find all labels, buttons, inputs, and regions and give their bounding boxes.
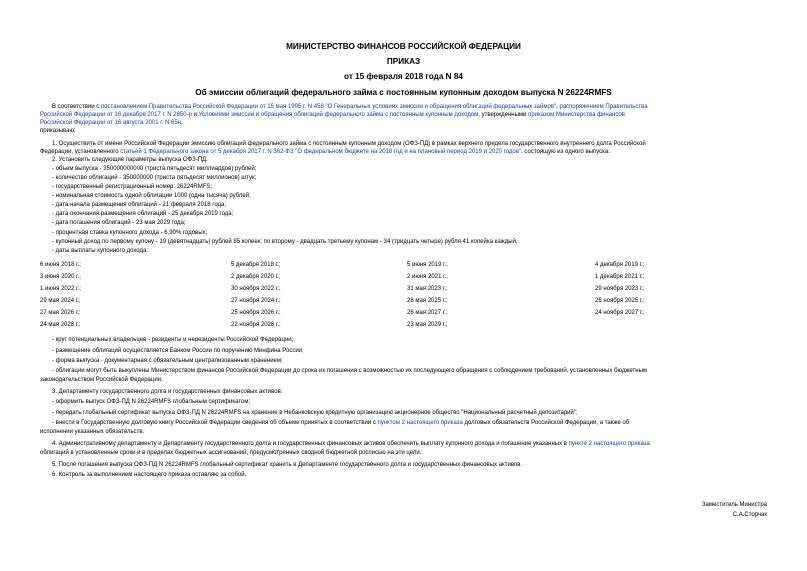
preamble-line-3 [40, 120, 183, 127]
item4-text: 4. Административному департаменту и Департаменту государственного долга и государственных финансовых активов обеспечить выплату купонного дохода и погашение указанных в [52, 441, 569, 447]
coupon-date: 5 декабря 2018 г.; [231, 262, 281, 268]
coupon-date: 27 ноября 2024 г.; [231, 298, 281, 304]
coupon-date: 6 июня 2018 г.; [40, 262, 81, 268]
link-federal-law-362[interactable]: статьей 1 Федерального закона от 5 декабря 2017 г. N 362-ФЗ "О федеральном бюджете на 2018 год и на плановый период 2019 и 2020 годов" [120, 149, 522, 155]
ministry-heading: МИНИСТЕРСТВО ФИНАНСОВ РОССИЙСКОЙ ФЕДЕРАЦИИ [286, 42, 521, 51]
coupon-date: 29 ноября 2023 г.; [595, 286, 645, 292]
more-item: законодательством Российской Федерации. [40, 377, 163, 383]
param-item: - номинальная стоимость одной облигации 1000 (одна тысяча) рублей; [52, 193, 251, 199]
more-item: - облигации могут быть выкуплены Министерством финансов Российской Федерации до срока их погашения с возможностью их последующего обращения с соблюдением требований, установленных бюджетным [52, 368, 648, 374]
item4-line-1 [52, 441, 650, 448]
item1-line-1: 1. Осуществить от имени Российской Федерации эмиссию облигаций федерального займа с постоянным купонным доходом (ОФЗ-ПД) в рамках верхнего предела государственного внутреннего долга Российской [52, 141, 646, 147]
item1-text: Федерации, установленного [40, 149, 121, 155]
coupon-date: 24 ноября 2027 г.; [595, 310, 645, 316]
coupon-date: 23 мая 2029 г.; [407, 322, 448, 328]
coupon-date: 3 июня 2020 г.; [40, 274, 81, 280]
coupon-date: 2 июня 2021 г.; [407, 274, 448, 280]
item3-text: долговых обязательств Российской Федерации, а также об [462, 420, 630, 426]
doc-type-heading: ПРИКАЗ [386, 57, 421, 66]
coupon-date: 28 мая 2025 г.; [407, 298, 448, 304]
link-item2[interactable]: пунктом 2 настоящего приказа [377, 420, 463, 426]
param-item: - процентная ставка купонного дохода - 6,90% годовых; [52, 230, 208, 236]
link-order-65n-part1[interactable]: приказом Министерства финансов [528, 112, 625, 118]
param-item: - дата начала размещения облигаций - 21 февраля 2018 года; [52, 202, 227, 208]
link-order-65n-part2[interactable]: Российской Федерации от 16 августа 2001 г. N 65н [40, 120, 181, 126]
preamble-text: , утвержденными [478, 112, 529, 118]
item2-title: 2. Установить следующие параметры выпуска ОФЗ-ПД: [52, 157, 208, 163]
item6: 6. Контроль за выполнением настоящего приказа оставляю за собой. [52, 472, 247, 478]
param-item: - государственный регистрационный номер: 26224RMFS; [52, 184, 213, 190]
coupon-date: 26 ноября 2025 г.; [595, 298, 645, 304]
item3-line [52, 420, 629, 427]
preamble-line-2 [40, 112, 625, 119]
signature-position: Заместитель Министра [701, 502, 767, 508]
preamble-text: , [556, 104, 560, 110]
preamble-text: и [191, 112, 199, 118]
coupon-date: 31 мая 2023 г.; [407, 286, 448, 292]
coupon-date: 29 мая 2024 г.; [40, 298, 81, 304]
param-item: - объем выпуска - 350000000000 (триста пятьдесят миллиардов) рублей; [52, 166, 257, 172]
param-item: - купонный доход по первому купону - 19 (девятнадцать) рублей 85 копеек; по второму - двадцать третьему купонам - 34 (тридцать четыре) рубля 41 копейка каждый; [52, 239, 518, 245]
preamble-orders: приказываю: [40, 128, 76, 134]
item3-text: - внести в Государственную долговую книгу Российской Федерации сведения об объеме принятых в соответствии с [52, 420, 378, 426]
coupon-date: 24 мая 2028 г.; [40, 322, 81, 328]
coupon-date: 1 декабря 2021 г.; [595, 274, 645, 280]
more-item: - круг потенциальных владельцев - резиденты и нерезиденты Российской Федерации; [52, 337, 294, 343]
item3-title: 3. Департаменту государственного долга и государственных финансовых активов: [52, 389, 283, 395]
item4-line-2: облигаций в установленные сроки и в пределах бюджетных ассигнований, предусмотренных сводной бюджетной росписью на эти цели. [40, 450, 422, 456]
coupon-date: 4 декабря 2019 г.; [595, 262, 645, 268]
preamble-text: , [181, 120, 183, 126]
coupon-date: 25 ноября 2026 г.; [231, 310, 281, 316]
item3-line: - оформить выпуск ОФЗ-ПД N 26224RMFS глобальным сертификатом; [52, 399, 251, 405]
link-item2[interactable]: пункте 2 настоящего приказа [568, 441, 650, 447]
param-item: - даты выплаты купонного дохода: [52, 248, 148, 254]
item3-line: - передать глобальный сертификат выпуска ОФЗ-ПД N 26224RMFS на хранение в Небанковскую кредитную организацию акционерное общество "Национальный расчетный депозитарий"; [52, 410, 578, 416]
coupon-date: 5 июня 2019 г.; [407, 262, 448, 268]
preamble-line-1 [52, 104, 648, 111]
coupon-date: 30 ноября 2022 г.; [231, 286, 281, 292]
param-item: - дата окончания размещения облигаций - 25 декабря 2019 года; [52, 211, 234, 217]
coupon-date: 2 декабря 2020 г.; [231, 274, 281, 280]
link-order-2850-part1[interactable]: распоряжением Правительства [559, 104, 648, 110]
date-heading: от 15 февраля 2018 года N 84 [344, 72, 463, 81]
link-decree-458[interactable]: постановлением Правительства Российской Федерации от 15 мая 1995 г. N 458 "О Генеральных условиях эмиссии и обращения облигаций федеральных займов" [100, 104, 557, 110]
coupon-date: 1 июня 2022 г.; [40, 286, 81, 292]
item3-line: исполнении указанных обязательств. [40, 429, 145, 435]
more-item: - форма выпуска - документарная с обязательным централизованным хранением; [52, 358, 283, 364]
coupon-date: 27 мая 2026 г.; [40, 310, 81, 316]
more-item: - размещение облигаций осуществляется Банком России по поручению Минфина России; [52, 348, 304, 354]
item1-line-2 [40, 149, 610, 156]
item1-text: , состоящую из одного выпуска. [521, 149, 610, 155]
subject-heading: Об эмиссии облигаций федерального займа с постоянным купонным доходом выпуска N 26224RMFS [195, 88, 612, 97]
param-item: - количество облигаций - 350000000 (триста пятьдесят миллионов) штук; [52, 175, 257, 181]
item5: 5. После погашения выпуска ОФЗ-ПД N 26224RMFS глобальный сертификат хранить в Департаменте государственного долга и государственных финансовых активов. [52, 462, 523, 468]
preamble-text: В соответствии с [52, 104, 101, 110]
signature-name: С.А.Сторчак [732, 512, 767, 518]
link-order-2850-part2[interactable]: Российской Федерации от 16 декабря 2017 г. N 2850-р [40, 112, 192, 118]
coupon-date: 26 мая 2027 г.; [407, 310, 448, 316]
coupon-date: 22 ноября 2028 г.; [231, 322, 281, 328]
link-emission-conditions[interactable]: Условиями эмиссии и обращения облигаций федерального займа с постоянным купонным доходом [198, 112, 479, 118]
param-item: - дата погашения облигаций - 23 мая 2029 года; [52, 220, 186, 226]
